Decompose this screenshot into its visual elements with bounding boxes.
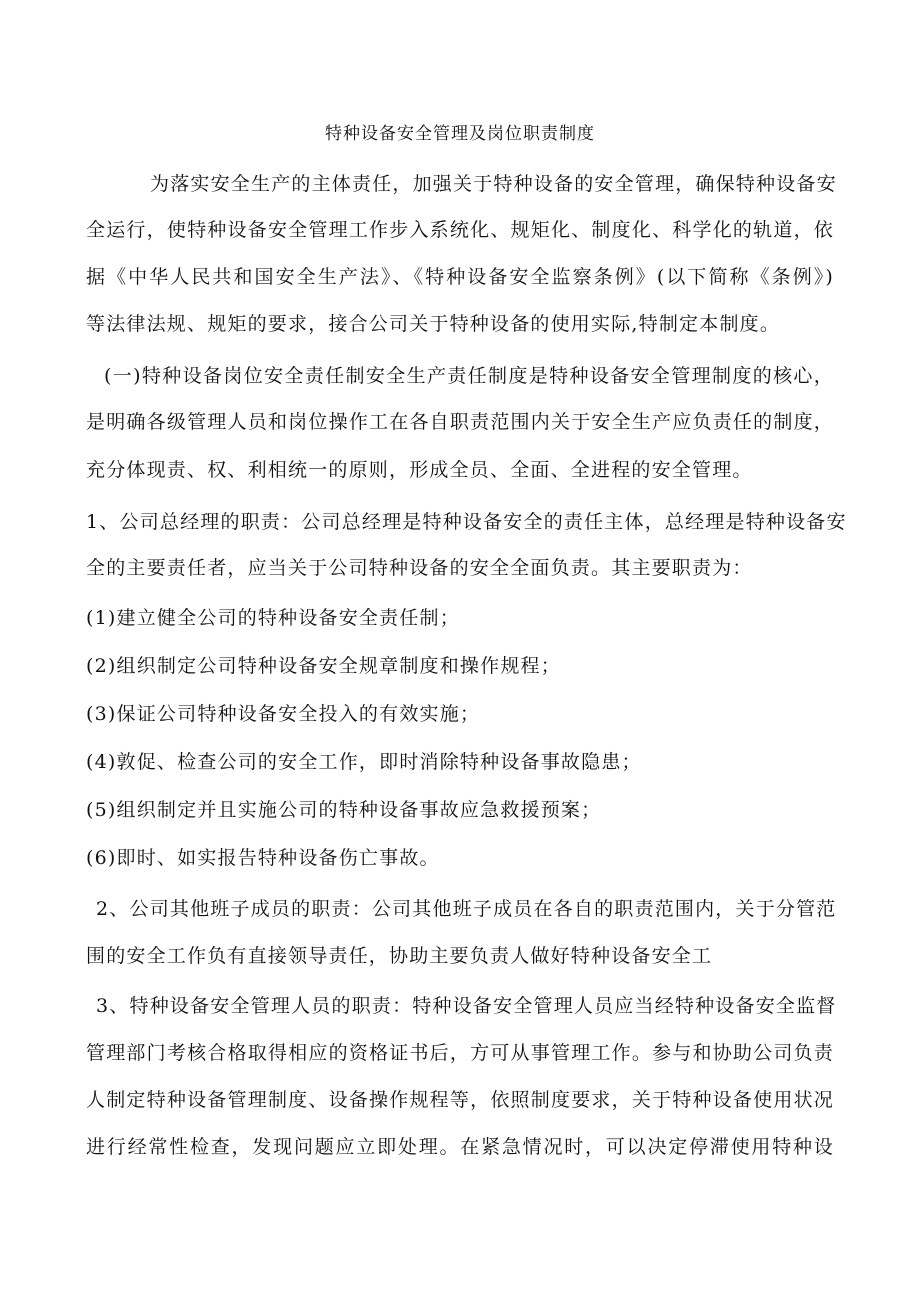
document-title: 特种设备安全管理及岗位职责制度 <box>325 124 595 144</box>
item3-line-3: 人制定特种设备管理制度、设备操作规程等，依照制度要求，关于特种设备使用状况 <box>86 1089 834 1111</box>
item3-line-1: 3、特种设备安全管理人员的职责：特种设备安全管理人员应当经特种设备安全监督 <box>96 995 837 1017</box>
duty-2: (2)组织制定公司特种设备安全规章制度和操作规程； <box>86 655 561 677</box>
item2-line-2: 围的安全工作负有直接领导责任，协助主要负责人做好特种设备安全工 <box>86 945 713 967</box>
item1-line-1: 1、公司总经理的职责：公司总经理是特种设备安全的责任主体，总经理是特种设备安 <box>86 511 847 533</box>
duty-1: (1)建立健全公司的特种设备安全责任制； <box>86 607 460 629</box>
duty-5: (5)组织制定并且实施公司的特种设备事故应急救援预案； <box>86 799 602 821</box>
item1-line-2: 全的主要责任者，应当关于公司特种设备的安全全面负责。其主要职责为： <box>86 557 753 579</box>
intro-line-2: 全运行，使特种设备安全管理工作步入系统化、规矩化、制度化、科学化的轨道，依 <box>86 219 834 241</box>
intro-line-3: 据《中华人民共和国安全生产法》、《特种设备安全监察条例》(以下简称《条例》) <box>86 266 834 288</box>
item2-line-1: 2、公司其他班子成员的职责：公司其他班子成员在各自的职责范围内，关于分管范 <box>96 898 837 920</box>
intro-line-4: 等法律法规、规矩的要求，接合公司关于特种设备的使用实际,特制定本制度。 <box>86 313 781 335</box>
duty-4: (4)敦促、检查公司的安全工作，即时消除特种设备事故隐患； <box>86 751 642 773</box>
item3-line-2: 管理部门考核合格取得相应的资格证书后，方可从事管理工作。参与和协助公司负责 <box>86 1042 834 1064</box>
section1-line-1: (一)特种设备岗位安全责任制安全生产责任制度是特种设备安全管理制度的核心， <box>104 365 834 387</box>
intro-line-1: 为落实安全生产的主体责任，加强关于特种设备的安全管理，确保特种设备安 <box>150 173 837 195</box>
duty-3: (3)保证公司特种设备安全投入的有效实施； <box>86 703 481 725</box>
section1-line-3: 充分体现责、权、利相统一的原则，形成全员、全面、全进程的安全管理。 <box>86 459 753 481</box>
item3-line-4: 进行经常性检查，发现问题应立即处理。在紧急情况时，可以决定停滞使用特种设 <box>86 1136 834 1158</box>
duty-6: (6)即时、如实报告特种设备伤亡事故。 <box>86 847 440 869</box>
section1-line-2: 是明确各级管理人员和岗位操作工在各自职责范围内关于安全生产应负责任的制度， <box>86 411 834 433</box>
